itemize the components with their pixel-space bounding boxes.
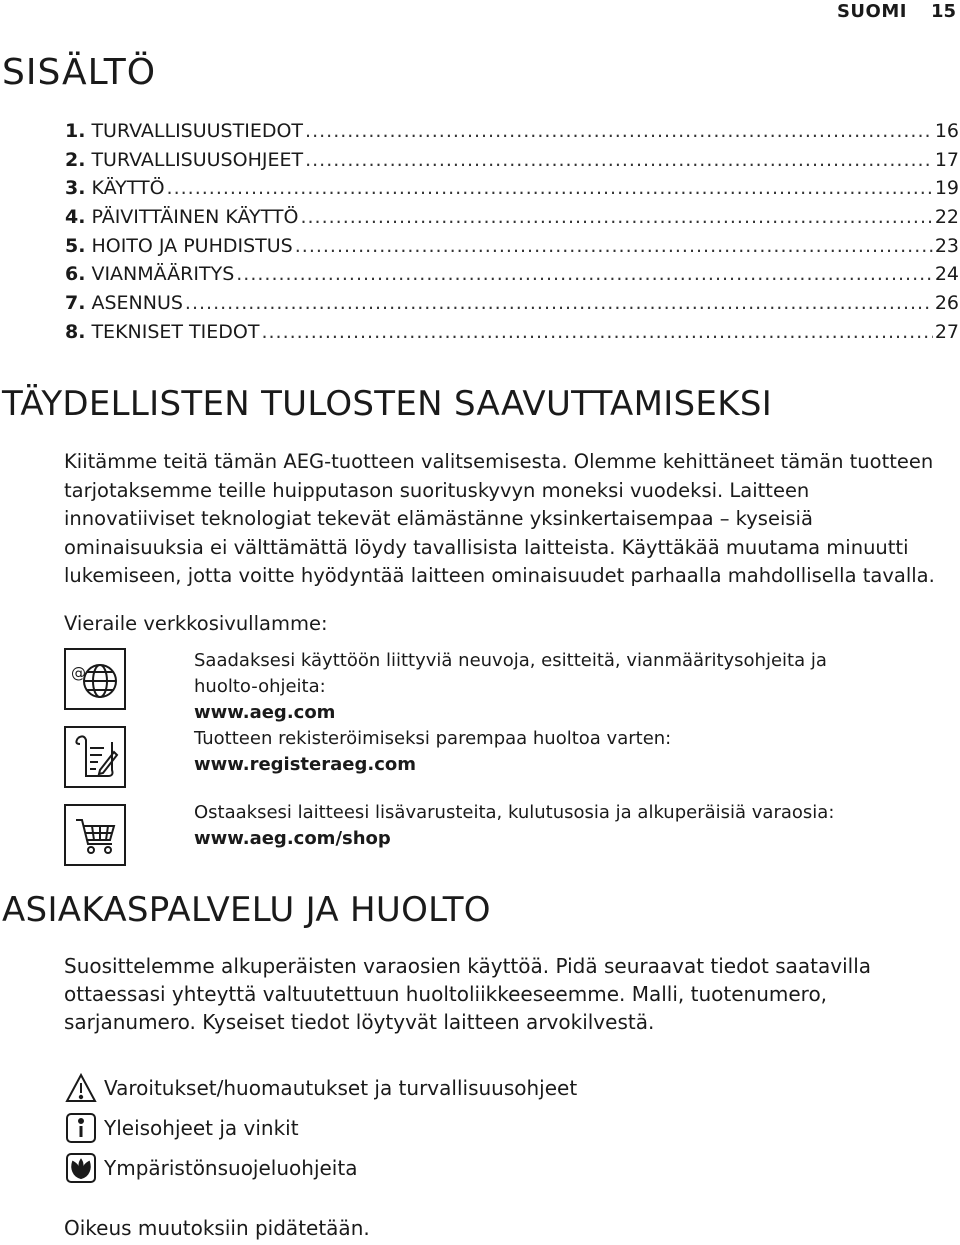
toc-item-page: 24 [934, 263, 959, 286]
toc-item-number: 7. [65, 292, 86, 315]
warning-triangle-icon [64, 1071, 98, 1105]
legend-label: Ympäristönsuojeluohjeita [104, 1156, 358, 1180]
svg-text:@: @ [71, 664, 86, 682]
toc-leader-dots [305, 117, 933, 145]
toc-leader-dots [261, 318, 932, 346]
toc-item[interactable] [65, 203, 959, 232]
toc-item-page: 19 [934, 177, 959, 200]
toc-leader-dots [305, 146, 933, 174]
toc-leader-dots [300, 203, 932, 231]
toc-item-number: 3. [65, 177, 86, 200]
toc-leader-dots [236, 260, 933, 288]
toc-item-page: 17 [934, 148, 959, 171]
toc-leader-dots [295, 232, 933, 260]
toc-leader-dots [185, 289, 933, 317]
toc-item-page: 26 [934, 292, 959, 315]
perfect-results-title: TÄYDELLISTEN TULOSTEN SAAVUTTAMISEKSI [2, 384, 773, 424]
registration-form-icon [64, 726, 126, 788]
toc-item[interactable] [65, 260, 959, 289]
toc-item-label: HOITO JA PUHDISTUS [91, 234, 293, 257]
toc-item-label: TURVALLISUUSOHJEET [91, 148, 304, 171]
legend-environment [64, 1151, 357, 1185]
toc-item-page: 16 [934, 120, 959, 142]
web-item-text: Ostaaksesi laitteesi lisävarusteita, kulutusosia ja alkuperäisiä varaosia: [194, 802, 835, 823]
service-paragraph: Suosittelemme alkuperäisten varaosien käyttöä. Pidä seuraavat tiedot saatavilla ottaessasi yhteyttä valtuutettuun huoltoliikkeeseemme. Malli, tuotenumero, sarjanumero. Kyseiset tiedot löytyvät laitteen arvokilvestä. [64, 954, 872, 1034]
footer-note: Oikeus muutoksiin pidätetään. [64, 1216, 370, 1240]
page-header [837, 0, 960, 22]
service-title: ASIAKASPALVELU JA HUOLTO [2, 890, 491, 930]
legend-warnings [64, 1071, 577, 1105]
web-item-text: Tuotteen rekisteröimiseksi parempaa huoltoa varten: [194, 728, 672, 749]
toc-item-number: 4. [65, 206, 86, 229]
toc-item-number: 6. [65, 263, 86, 286]
legend-label: Yleisohjeet ja vinkit [104, 1116, 299, 1140]
table-of-contents [65, 117, 959, 347]
legend-label: Varoitukset/huomautukset ja turvallisuusohjeet [104, 1076, 578, 1100]
toc-item-label: ASENNUS [91, 292, 183, 315]
web-item-url[interactable]: www.aeg.com/shop [194, 828, 391, 849]
toc-item-label: TEKNISET TIEDOT [91, 320, 260, 343]
toc-leader-dots [167, 174, 933, 202]
shopping-cart-icon [64, 804, 126, 866]
toc-item[interactable] [65, 232, 959, 261]
toc-item[interactable] [65, 174, 959, 203]
info-icon [64, 1111, 98, 1145]
toc-item-label: TURVALLISUUSTIEDOT [91, 120, 304, 142]
toc-item[interactable] [65, 289, 959, 318]
toc-item[interactable] [65, 146, 959, 175]
environment-leaf-icon [64, 1151, 98, 1185]
toc-item-label: PÄIVITTÄINEN KÄYTTÖ [91, 206, 299, 229]
legend-info [64, 1111, 299, 1145]
toc-item-number: 5. [65, 234, 86, 257]
toc-item-number: 8. [65, 320, 86, 343]
toc-item-page: 23 [934, 234, 959, 257]
web-item-shop [64, 802, 835, 866]
toc-item[interactable] [65, 117, 959, 146]
web-item-url[interactable]: www.aeg.com [194, 702, 336, 723]
toc-title: SISÄLTÖ [2, 52, 157, 93]
visit-label: Vieraile verkkosivullamme: [64, 612, 328, 635]
toc-item[interactable] [65, 318, 959, 347]
globe-at-icon [64, 648, 126, 710]
toc-item-page: 22 [934, 206, 959, 229]
page-number: 15 [930, 0, 956, 22]
web-item-register [64, 726, 672, 788]
intro-paragraph: Kiitämme teitä tämän AEG-tuotteen valitsemisesta. Olemme kehittäneet tämän tuotteen tarjotaksemme teille huipputason suorituskyvyn moneksi vuodeksi. Laitteen innovatiiviset teknologiat tekevät elämästänne yksinkertaisempaa – kyseisiä ominaisuuksia ei välttämättä löydy tavallisista laitteista. Käyttäkää muutama minuutti lukemiseen, jotta voitte hyödyntää laitteen ominaisuudet parhaalla mahdollisella tavalla. [64, 450, 935, 587]
language-label: SUOMI [836, 0, 907, 22]
web-item-text: Saadaksesi käyttöön liittyviä neuvoja, esitteitä, vianmääritysohjeita ja huolto-ohjeita: [194, 650, 827, 697]
toc-item-number: 2. [65, 148, 86, 171]
web-item-advice [64, 648, 827, 723]
toc-item-label: KÄYTTÖ [91, 177, 165, 200]
toc-item-page: 27 [934, 320, 959, 343]
web-item-url[interactable]: www.registeraeg.com [194, 754, 416, 775]
toc-item-label: VIANMÄÄRITYS [91, 263, 235, 286]
toc-item-number: 1. [65, 120, 86, 142]
